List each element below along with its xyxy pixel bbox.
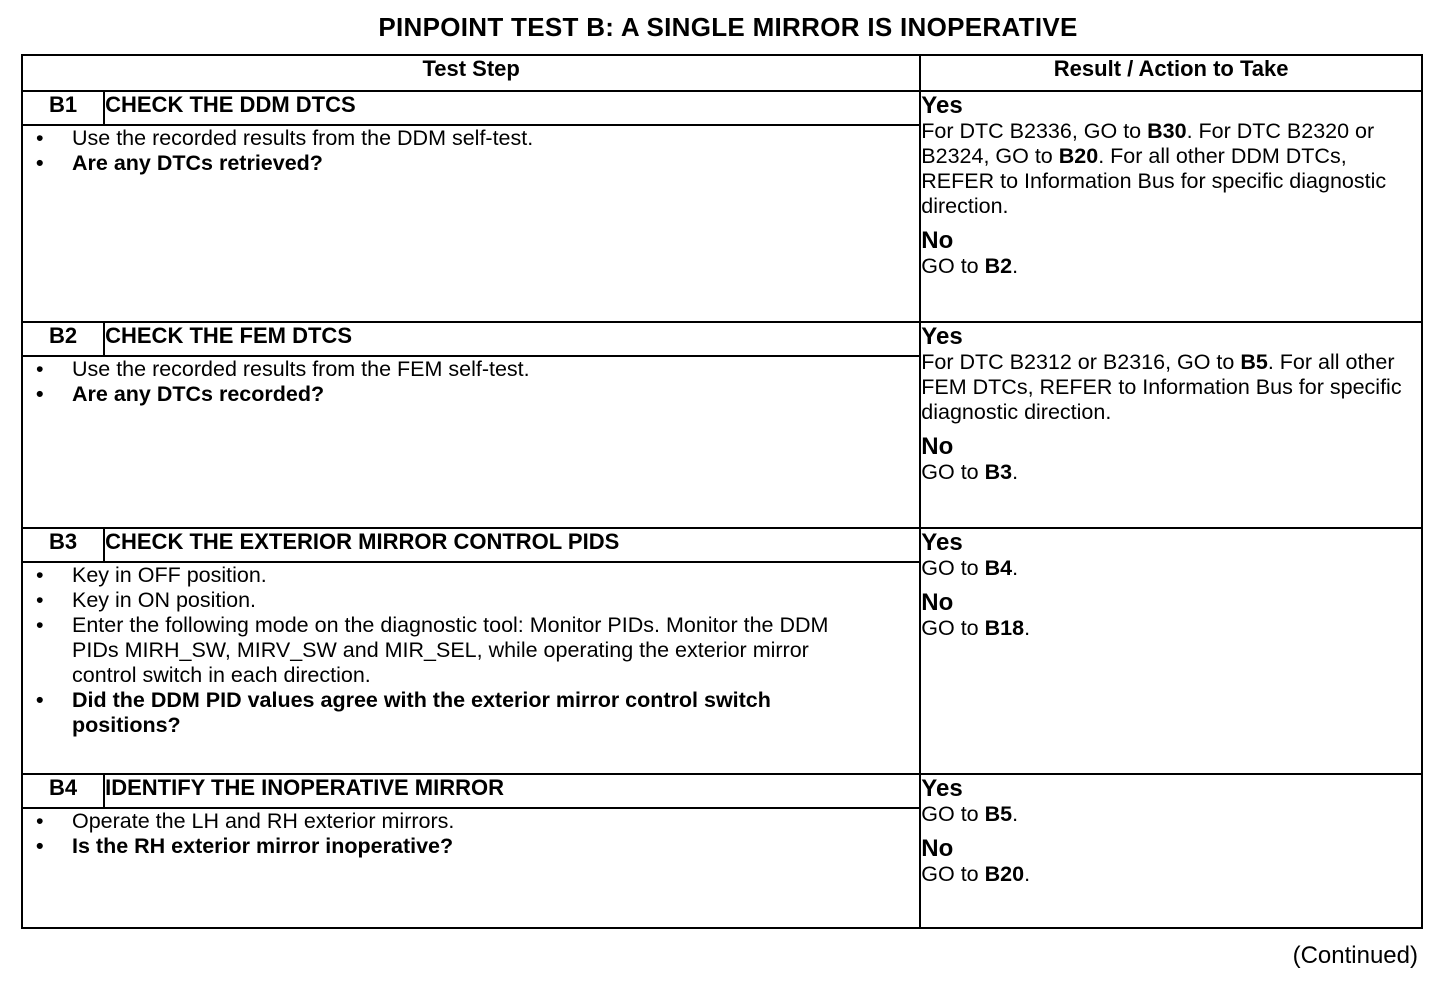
step-question: • Did the DDM PID values agree with the exterior mirror control switch positions?	[35, 688, 919, 738]
header-test-step: Test Step	[22, 55, 920, 91]
step-instruction: • Use the recorded results from the DDM self-test.	[35, 126, 919, 151]
no-result	[921, 835, 1421, 887]
step-id: B2	[22, 322, 104, 356]
step-question: • Are any DTCs recorded?	[35, 382, 919, 407]
continued-note: (Continued)	[1292, 942, 1418, 969]
step-body	[22, 562, 920, 774]
step-id: B1	[22, 91, 104, 125]
yes-action: GO to B4.	[921, 556, 1019, 580]
no-result	[921, 433, 1421, 485]
no-label: No	[921, 589, 954, 616]
step-reference-link: B5	[984, 802, 1013, 826]
step-title: CHECK THE EXTERIOR MIRROR CONTROL PIDS	[104, 528, 920, 562]
step-id: B3	[22, 528, 104, 562]
no-action: GO to B3.	[921, 460, 1019, 484]
step-result	[920, 322, 1422, 528]
yes-action: GO to B5.	[921, 802, 1019, 826]
step-instruction: • Key in ON position.	[35, 588, 919, 613]
step-reference-link: B20	[1058, 144, 1099, 168]
yes-label: Yes	[921, 775, 963, 802]
yes-action: For DTC B2336, GO to B30. For DTC B2320 or B2324, GO to B20. For all other DDM DTCs, REFER to Information Bus for specific diagnostic direction.	[921, 119, 1387, 218]
step-result	[920, 528, 1422, 774]
step-reference-link: B20	[984, 862, 1025, 886]
yes-label: Yes	[921, 529, 963, 556]
no-label: No	[921, 835, 954, 862]
yes-result	[921, 529, 1421, 581]
step-reference-link: B3	[984, 460, 1013, 484]
step-title: CHECK THE FEM DTCS	[104, 322, 920, 356]
no-result	[921, 589, 1421, 641]
step-b1	[22, 91, 1422, 322]
step-reference-link: B18	[984, 616, 1025, 640]
yes-label: Yes	[921, 323, 963, 350]
step-question: • Is the RH exterior mirror inoperative?	[35, 834, 919, 859]
step-body	[22, 125, 920, 322]
step-result	[920, 774, 1422, 928]
yes-action: For DTC B2312 or B2316, GO to B5. For all other FEM DTCs, REFER to Information Bus for specific diagnostic direction.	[921, 350, 1402, 424]
page-title: PINPOINT TEST B: A SINGLE MIRROR IS INOPERATIVE	[378, 12, 1078, 42]
header-result-action: Result / Action to Take	[920, 55, 1422, 91]
step-reference-link: B4	[984, 556, 1013, 580]
step-reference-link: B2	[984, 254, 1013, 278]
no-label: No	[921, 433, 954, 460]
step-reference-link: B30	[1147, 119, 1187, 143]
step-b3	[22, 528, 1422, 774]
step-b2	[22, 322, 1422, 528]
step-instruction: • Operate the LH and RH exterior mirrors.	[35, 809, 919, 834]
pinpoint-test-table	[21, 54, 1423, 929]
no-action: GO to B20.	[921, 862, 1031, 886]
yes-result	[921, 775, 1421, 827]
yes-label: Yes	[921, 92, 963, 119]
step-title: IDENTIFY THE INOPERATIVE MIRROR	[104, 774, 920, 808]
step-instruction: • Use the recorded results from the FEM self-test.	[35, 357, 919, 382]
step-body	[22, 356, 920, 528]
step-title: CHECK THE DDM DTCS	[104, 91, 920, 125]
step-instruction: • Key in OFF position.	[35, 563, 919, 588]
no-label: No	[921, 227, 954, 254]
yes-result	[921, 92, 1421, 219]
step-instruction: • Enter the following mode on the diagnostic tool: Monitor PIDs. Monitor the DDM PIDs MIRH_SW, MIRV_SW and MIR_SEL, while operating the exterior mirror control switch in each direction.	[35, 613, 919, 688]
no-action: GO to B2.	[921, 254, 1019, 278]
step-body	[22, 808, 920, 928]
yes-result	[921, 323, 1421, 425]
step-result	[920, 91, 1422, 322]
step-b4	[22, 774, 1422, 928]
no-action: GO to B18.	[921, 616, 1031, 640]
step-id: B4	[22, 774, 104, 808]
step-question: • Are any DTCs retrieved?	[35, 151, 919, 176]
no-result	[921, 227, 1421, 279]
step-reference-link: B5	[1240, 350, 1268, 374]
